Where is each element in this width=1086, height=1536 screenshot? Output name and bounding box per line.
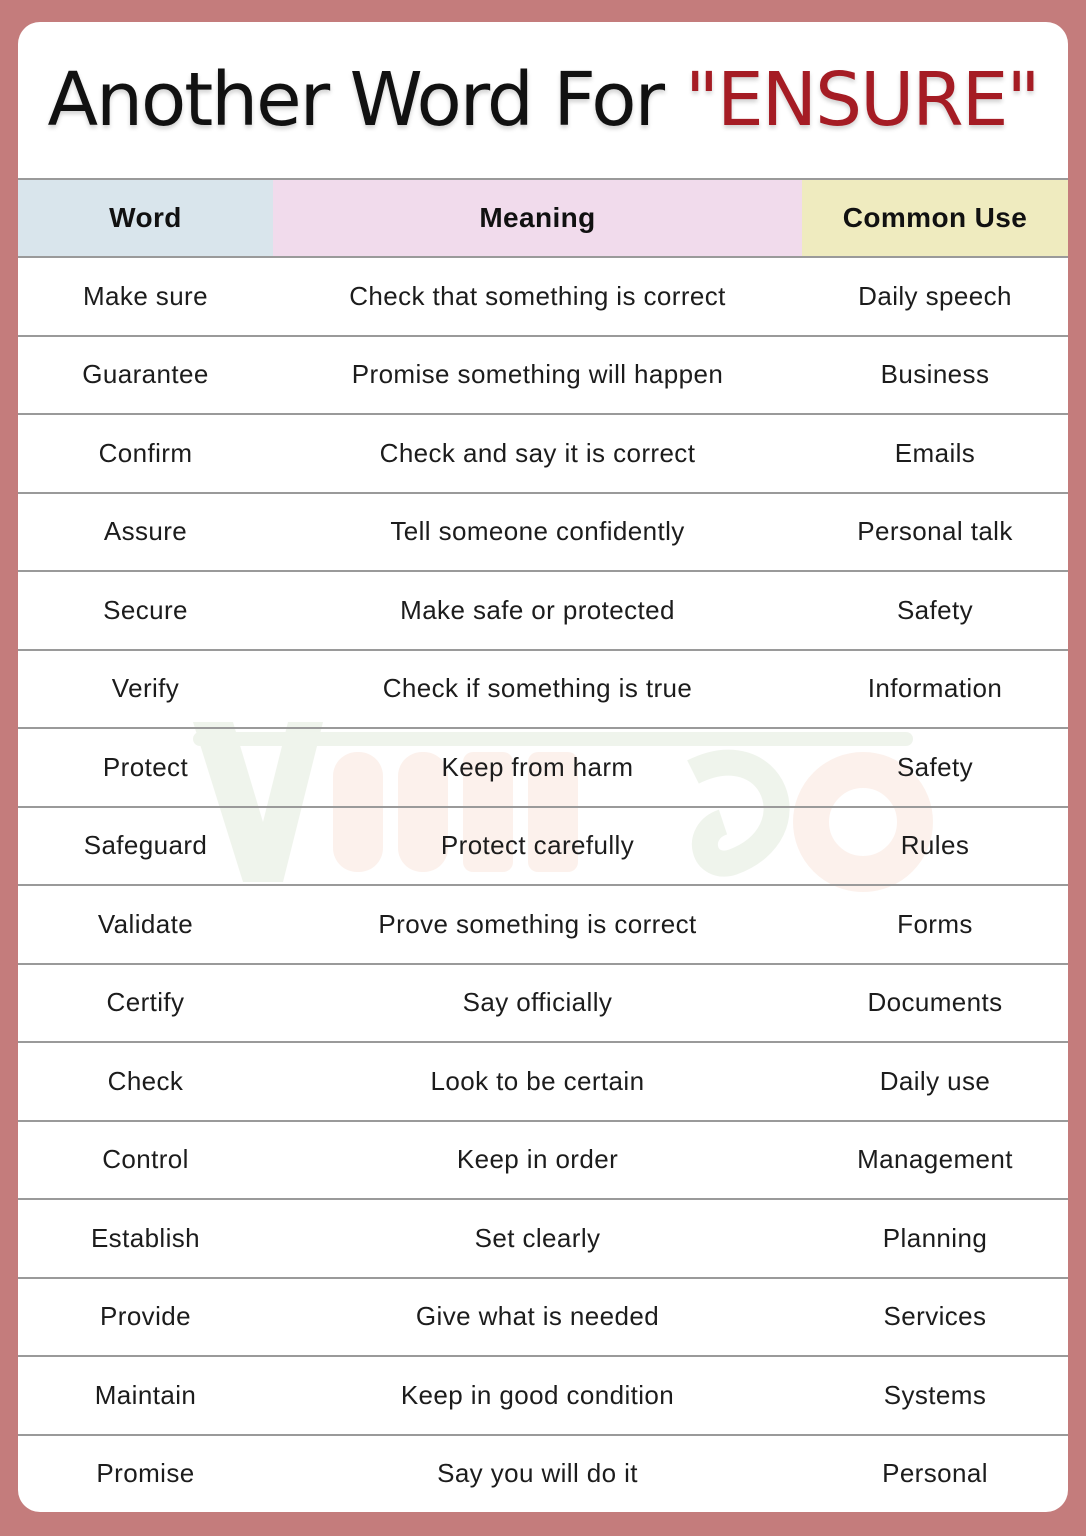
meaning-cell: Tell someone confidently <box>390 516 685 547</box>
table-row <box>18 492 1068 571</box>
page-title <box>18 22 1068 178</box>
table-row <box>18 1355 1068 1434</box>
word-cell: Protect <box>102 751 189 782</box>
common-use-cell: Forms <box>897 908 973 939</box>
table-row <box>18 963 1068 1042</box>
table-row <box>18 1041 1068 1120</box>
common-use-cell: Safety <box>896 594 974 625</box>
table-row <box>18 1434 1068 1513</box>
common-use-cell: Daily use <box>879 1065 991 1096</box>
meaning-cell: Check and say it is correct <box>379 437 696 468</box>
common-use-cell: Rules <box>900 830 970 861</box>
table-row <box>18 806 1068 885</box>
table-header-row <box>18 178 1068 256</box>
meaning-cell: Check if something is true <box>382 673 693 704</box>
common-use-cell: Systems <box>883 1379 987 1410</box>
card-panel <box>18 22 1068 1512</box>
word-cell: Check <box>107 1065 184 1096</box>
word-cell: Promise <box>96 1458 195 1489</box>
common-use-cell: Emails <box>894 437 976 468</box>
meaning-cell: Keep in good condition <box>400 1379 675 1410</box>
table-row <box>18 256 1068 335</box>
word-cell: Certify <box>106 987 185 1018</box>
header-meaning: Meaning <box>273 180 802 256</box>
word-cell: Make sure <box>83 280 208 311</box>
meaning-cell: Look to be certain <box>430 1065 645 1096</box>
meaning-cell: Keep from harm <box>441 751 634 782</box>
word-cell: Verify <box>111 673 180 704</box>
table-row <box>18 884 1068 963</box>
meaning-cell: Promise something will happen <box>351 359 724 390</box>
common-use-cell: Personal talk <box>857 516 1013 547</box>
meaning-cell: Say officially <box>462 987 613 1018</box>
title-highlight: "ENSURE" <box>685 57 1039 143</box>
common-use-cell: Personal <box>882 1458 988 1489</box>
meaning-cell: Make safe or protected <box>400 594 675 625</box>
table-row <box>18 1277 1068 1356</box>
table-row <box>18 649 1068 728</box>
meaning-cell: Protect carefully <box>440 830 635 861</box>
common-use-cell: Management <box>857 1144 1013 1175</box>
word-cell: Safeguard <box>83 830 208 861</box>
common-use-cell: Safety <box>896 751 974 782</box>
table-row <box>18 727 1068 806</box>
common-use-cell: Daily speech <box>858 280 1012 311</box>
title-prefix: Another Word For <box>47 57 664 143</box>
word-cell: Provide <box>100 1301 191 1332</box>
word-cell: Confirm <box>98 437 193 468</box>
word-cell: Control <box>102 1144 189 1175</box>
common-use-cell: Services <box>883 1301 987 1332</box>
table-row <box>18 1198 1068 1277</box>
meaning-cell: Keep in order <box>456 1144 619 1175</box>
common-use-cell: Planning <box>882 1222 988 1253</box>
meaning-cell: Give what is needed <box>415 1301 660 1332</box>
header-common-use: Common Use <box>802 180 1068 256</box>
table-row <box>18 570 1068 649</box>
meaning-cell: Say you will do it <box>437 1458 638 1489</box>
common-use-cell: Information <box>867 673 1003 704</box>
word-cell: Validate <box>97 908 194 939</box>
common-use-cell: Documents <box>867 987 1003 1018</box>
common-use-cell: Business <box>880 359 990 390</box>
word-cell: Secure <box>103 594 188 625</box>
table-row <box>18 1120 1068 1199</box>
meaning-cell: Check that something is correct <box>349 280 726 311</box>
word-cell: Establish <box>90 1222 201 1253</box>
meaning-cell: Set clearly <box>474 1222 601 1253</box>
meaning-cell: Prove something is correct <box>378 908 697 939</box>
synonyms-table <box>18 178 1068 1512</box>
word-cell: Maintain <box>94 1379 197 1410</box>
table-row <box>18 413 1068 492</box>
word-cell: Guarantee <box>82 359 209 390</box>
word-cell: Assure <box>103 516 188 547</box>
table-row <box>18 335 1068 414</box>
header-word: Word <box>18 180 273 256</box>
